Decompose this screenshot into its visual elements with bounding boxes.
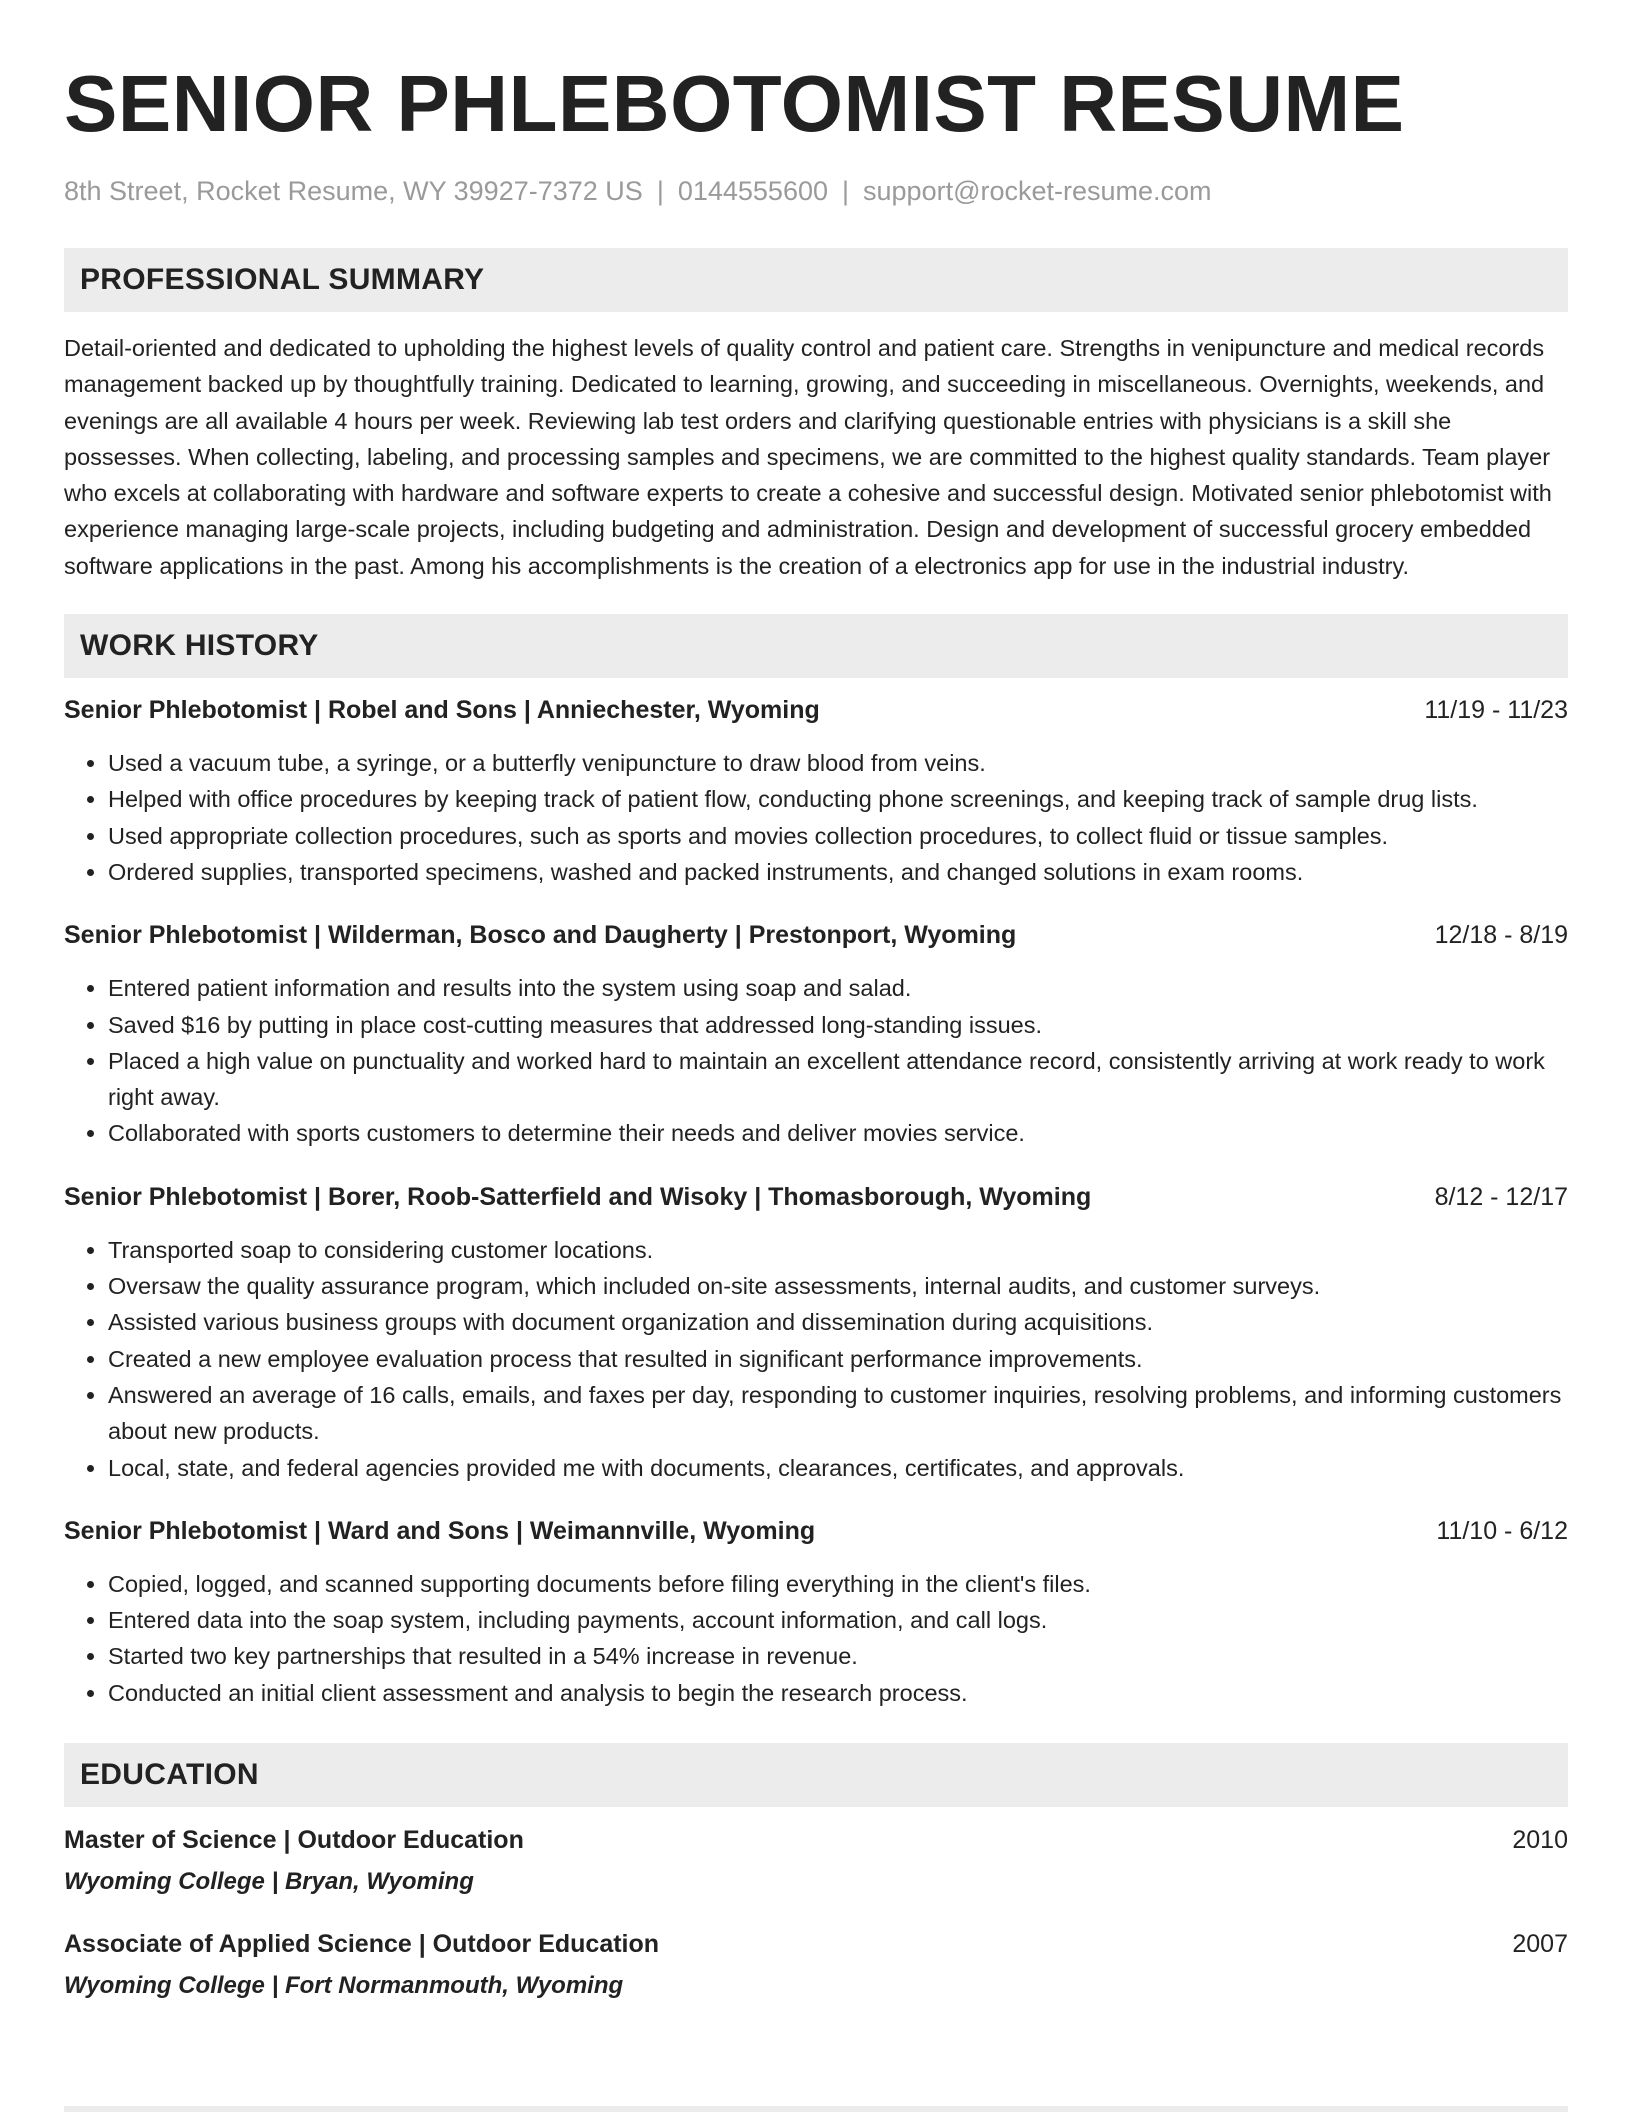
job-entry bbox=[64, 1514, 1568, 1711]
job-bullets bbox=[64, 1566, 1568, 1711]
job-bullet: • Ordered supplies, transported specimens, washed and packed instruments, and changed solutions in exam rooms. bbox=[108, 854, 1568, 890]
summary-text: Detail-oriented and dedicated to upholding the highest levels of quality control and patient care. Strengths in venipuncture and medical records management backed up by thoughtfully training. Dedicated to learning, growing, and succeeding in miscellaneous. Overnights, weekends, and evenings are all available 4 hours per week. Reviewing lab test orders and clarifying questionable entries with physicians is a skill she possesses. When collecting, labeling, and processing samples and specimens, we are committed to the highest quality standards. Team player who excels at collaborating with hardware and software experts to create a cohesive and successful design. Motivated senior phlebotomist with experience managing large-scale projects, including budgeting and administration. Design and development of successful grocery embedded software applications in the past. Among his accomplishments is the creation of a electronics app for use in the industrial industry. bbox=[64, 335, 1552, 579]
job-entry bbox=[64, 918, 1568, 1151]
job-bullets bbox=[64, 1232, 1568, 1486]
education-header bbox=[64, 1927, 1568, 1961]
job-bullets bbox=[64, 970, 1568, 1151]
job-header bbox=[64, 1514, 1568, 1548]
job-bullet: • Copied, logged, and scanned supporting documents before filing everything in the client's files. bbox=[108, 1566, 1568, 1602]
job-entry bbox=[64, 693, 1568, 890]
job-title: Senior Phlebotomist | Ward and Sons | Weimannville, Wyoming bbox=[64, 1516, 816, 1545]
job-bullet: • Used a vacuum tube, a syringe, or a butterfly venipuncture to draw blood from veins. bbox=[108, 745, 1568, 781]
job-dates: 8/12 - 12/17 bbox=[1434, 1182, 1568, 1211]
job-dates: 11/10 - 6/12 bbox=[1436, 1516, 1568, 1545]
contact-phone: 0144555600 bbox=[677, 176, 828, 206]
education-header bbox=[64, 1823, 1568, 1857]
education-degree: Master of Science | Outdoor Education bbox=[64, 1826, 524, 1855]
job-title: Senior Phlebotomist | Robel and Sons | Anniechester, Wyoming bbox=[64, 696, 820, 725]
resume-title: SENIOR PHLEBOTOMIST RESUME bbox=[64, 59, 1405, 148]
education-entry bbox=[64, 1823, 1568, 1899]
education-year: 2010 bbox=[1512, 1826, 1568, 1855]
job-bullet: • Local, state, and federal agencies provided me with documents, clearances, certificates, and approvals. bbox=[108, 1450, 1568, 1486]
education-school: Wyoming College | Bryan, Wyoming bbox=[64, 1868, 474, 1896]
education-entry bbox=[64, 1927, 1568, 2003]
section-header-summary: PROFESSIONAL SUMMARY bbox=[64, 248, 1568, 312]
section-header-work-history: WORK HISTORY bbox=[64, 614, 1568, 678]
section-header-education: EDUCATION bbox=[64, 1743, 1568, 1807]
job-bullets bbox=[64, 745, 1568, 890]
job-bullet: • Assisted various business groups with document organization and dissemination during acquisitions. bbox=[108, 1304, 1568, 1340]
job-bullet: • Saved $16 by putting in place cost-cutting measures that addressed long-standing issues. bbox=[108, 1007, 1568, 1043]
contact-separator: | bbox=[842, 176, 850, 206]
job-title: Senior Phlebotomist | Borer, Roob-Satterfield and Wisoky | Thomasborough, Wyoming bbox=[64, 1182, 1092, 1211]
job-header bbox=[64, 918, 1568, 952]
job-bullet: • Collaborated with sports customers to determine their needs and deliver movies service. bbox=[108, 1115, 1568, 1151]
job-bullet: • Transported soap to considering customer locations. bbox=[108, 1232, 1568, 1268]
job-bullet: • Entered data into the soap system, including payments, account information, and call logs. bbox=[108, 1602, 1568, 1638]
contact-address: 8th Street, Rocket Resume, WY 39927-7372 US bbox=[64, 176, 643, 206]
education-year: 2007 bbox=[1512, 1930, 1568, 1959]
job-bullet: • Conducted an initial client assessment and analysis to begin the research process. bbox=[108, 1675, 1568, 1711]
education-degree: Associate of Applied Science | Outdoor Education bbox=[64, 1930, 660, 1959]
job-dates: 11/19 - 11/23 bbox=[1424, 696, 1568, 725]
contact-line bbox=[64, 174, 1568, 208]
job-bullet: • Created a new employee evaluation process that resulted in significant performance improvements. bbox=[108, 1341, 1568, 1377]
job-dates: 12/18 - 8/19 bbox=[1434, 921, 1568, 950]
job-header bbox=[64, 1180, 1568, 1214]
job-bullet: • Placed a high value on punctuality and worked hard to maintain an excellent attendance record, consistently arriving at work ready to work right away. bbox=[108, 1043, 1568, 1116]
job-bullet: • Helped with office procedures by keeping track of patient flow, conducting phone screenings, and keeping track of sample drug lists. bbox=[108, 781, 1568, 817]
education-school: Wyoming College | Fort Normanmouth, Wyoming bbox=[64, 1972, 624, 2000]
job-bullet: • Used appropriate collection procedures, such as sports and movies collection procedures, to collect fluid or tissue samples. bbox=[108, 818, 1568, 854]
job-bullet: • Started two key partnerships that resulted in a 54% increase in revenue. bbox=[108, 1638, 1568, 1674]
job-bullet: • Answered an average of 16 calls, emails, and faxes per day, responding to customer inquiries, resolving problems, and informing customers about new products. bbox=[108, 1377, 1568, 1450]
job-entry bbox=[64, 1180, 1568, 1486]
job-title: Senior Phlebotomist | Wilderman, Bosco and Daugherty | Prestonport, Wyoming bbox=[64, 921, 1017, 950]
contact-separator: | bbox=[656, 176, 664, 206]
contact-email: support@rocket-resume.com bbox=[863, 176, 1212, 206]
job-header bbox=[64, 693, 1568, 727]
bottom-divider bbox=[64, 2106, 1568, 2112]
job-bullet: • Oversaw the quality assurance program, which included on-site assessments, internal audits, and customer surveys. bbox=[108, 1268, 1568, 1304]
job-bullet: • Entered patient information and results into the system using soap and salad. bbox=[108, 970, 1568, 1006]
resume-page bbox=[64, 56, 1568, 2003]
